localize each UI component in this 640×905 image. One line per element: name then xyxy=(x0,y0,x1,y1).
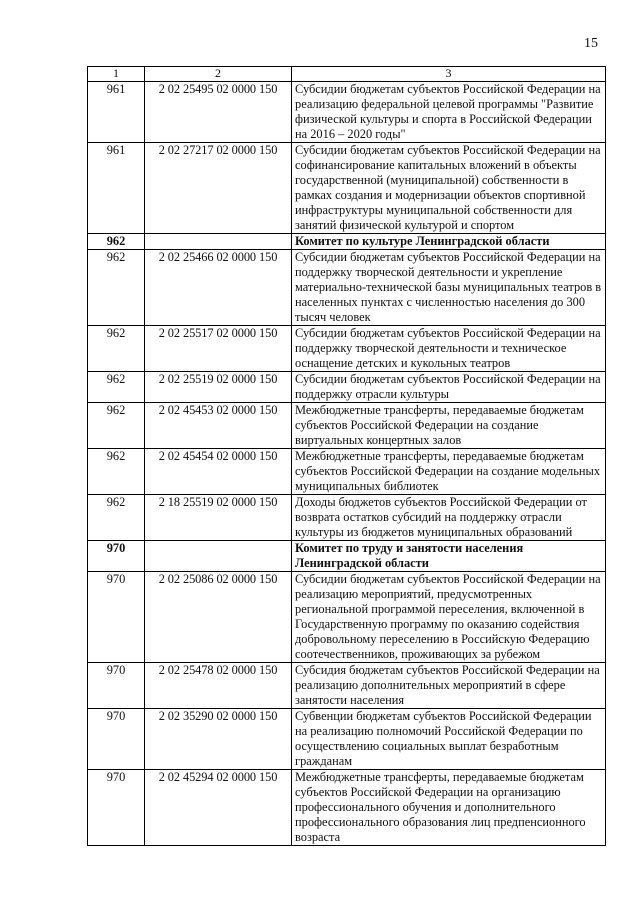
header-col-1: 1 xyxy=(88,67,145,82)
revenue-code-cell xyxy=(145,541,292,572)
description-cell: Субсидии бюджетам субъектов Российской Федерации на поддержку творческой деятельности и техническое оснащение детских и кукольных театров xyxy=(292,326,606,372)
table-row xyxy=(88,449,606,495)
page-number: 15 xyxy=(584,36,598,51)
admin-code-cell: 962 xyxy=(88,449,145,495)
revenue-code-cell: 2 02 25519 02 0000 150 xyxy=(145,372,292,403)
admin-code-cell: 970 xyxy=(88,709,145,770)
revenue-code-cell xyxy=(145,234,292,250)
admin-code-cell: 970 xyxy=(88,572,145,663)
admin-code-cell: 962 xyxy=(88,250,145,326)
description-cell: Доходы бюджетов субъектов Российской Федерации от возврата остатков субсидий на поддержку отрасли культуры из бюджетов муниципальных образований xyxy=(292,495,606,541)
revenue-code-cell: 2 02 25495 02 0000 150 xyxy=(145,82,292,143)
header-col-2: 2 xyxy=(145,67,292,82)
admin-code-cell: 970 xyxy=(88,770,145,846)
admin-code-cell: 970 xyxy=(88,663,145,709)
revenue-code-cell: 2 02 27217 02 0000 150 xyxy=(145,143,292,234)
admin-code-cell: 961 xyxy=(88,143,145,234)
description-cell: Субсидия бюджетам субъектов Российской Федерации на реализацию дополнительных мероприятий в сфере занятости населения xyxy=(292,663,606,709)
admin-code-cell: 962 xyxy=(88,234,145,250)
description-cell: Субсидии бюджетам субъектов Российской Федерации на реализацию федеральной целевой программы "Развитие физической культуры и спорта в Российской Федерации на 2016 – 2020 годы" xyxy=(292,82,606,143)
description-cell: Межбюджетные трансферты, передаваемые бюджетам субъектов Российской Федерации на создание виртуальных концертных залов xyxy=(292,403,606,449)
table-row xyxy=(88,663,606,709)
table-row xyxy=(88,82,606,143)
revenue-code-cell: 2 02 25517 02 0000 150 xyxy=(145,326,292,372)
admin-code-cell: 962 xyxy=(88,372,145,403)
table-row xyxy=(88,495,606,541)
description-cell: Межбюджетные трансферты, передаваемые бюджетам субъектов Российской Федерации на создание модельных муниципальных библиотек xyxy=(292,449,606,495)
admin-code-cell: 961 xyxy=(88,82,145,143)
description-cell: Субвенции бюджетам субъектов Российской Федерации на реализацию полномочий Российской Федерации по осуществлению социальных выплат безработным гражданам xyxy=(292,709,606,770)
table-header-row xyxy=(88,67,606,82)
description-cell: Субсидии бюджетам субъектов Российской Федерации на поддержку творческой деятельности и укрепление материально-технической базы муниципальных театров в населенных пунктах с численностью населения до 300 тысяч человек xyxy=(292,250,606,326)
description-cell: Субсидии бюджетам субъектов Российской Федерации на поддержку отрасли культуры xyxy=(292,372,606,403)
description-cell: Межбюджетные трансферты, передаваемые бюджетам субъектов Российской Федерации на организацию профессионального обучения и дополнительного профессионального образования лиц предпенсионного возраста xyxy=(292,770,606,846)
table-row xyxy=(88,250,606,326)
section-header-row xyxy=(88,541,606,572)
header-col-3: 3 xyxy=(292,67,606,82)
section-header-row xyxy=(88,234,606,250)
section-title-cell: Комитет по культуре Ленинградской области xyxy=(292,234,606,250)
table-row xyxy=(88,372,606,403)
revenue-code-cell: 2 02 25478 02 0000 150 xyxy=(145,663,292,709)
admin-code-cell: 970 xyxy=(88,541,145,572)
revenue-code-cell: 2 02 25466 02 0000 150 xyxy=(145,250,292,326)
revenue-code-cell: 2 02 25086 02 0000 150 xyxy=(145,572,292,663)
revenue-code-cell: 2 02 45454 02 0000 150 xyxy=(145,449,292,495)
admin-code-cell: 962 xyxy=(88,403,145,449)
table-row xyxy=(88,770,606,846)
description-cell: Субсидии бюджетам субъектов Российской Федерации на софинансирование капитальных вложений в объекты государственной (муниципальной) собственности в рамках создания и модернизации объектов спортивной инфраструктуры муниципальной собственности для занятий физической культурой и спортом xyxy=(292,143,606,234)
admin-code-cell: 962 xyxy=(88,326,145,372)
table-row xyxy=(88,709,606,770)
revenue-code-cell: 2 02 45453 02 0000 150 xyxy=(145,403,292,449)
table-row xyxy=(88,326,606,372)
revenue-code-cell: 2 02 45294 02 0000 150 xyxy=(145,770,292,846)
revenue-code-cell: 2 02 35290 02 0000 150 xyxy=(145,709,292,770)
table-row xyxy=(88,403,606,449)
table-row xyxy=(88,143,606,234)
admin-code-cell: 962 xyxy=(88,495,145,541)
table-row xyxy=(88,572,606,663)
revenue-codes-table xyxy=(87,66,606,846)
description-cell: Субсидии бюджетам субъектов Российской Федерации на реализацию мероприятий, предусмотренных региональной программой переселения, включенной в Государственную программу по оказанию содействия добровольному переселению в Российскую Федерацию соотечественников, проживающих за рубежом xyxy=(292,572,606,663)
section-title-cell: Комитет по труду и занятости населения Ленинградской области xyxy=(292,541,606,572)
revenue-code-cell: 2 18 25519 02 0000 150 xyxy=(145,495,292,541)
